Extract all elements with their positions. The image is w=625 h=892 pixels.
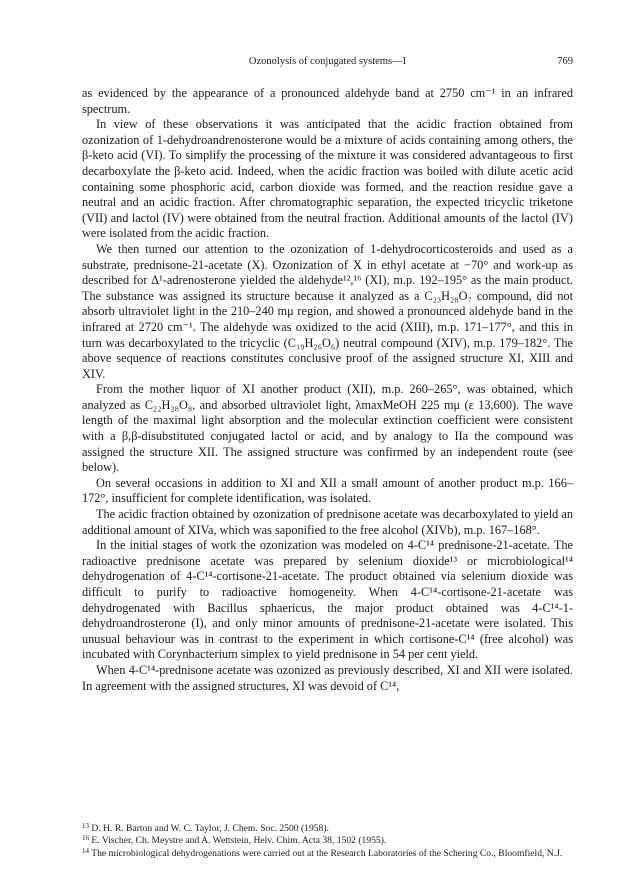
footnote-number: 14 [82,846,89,855]
footnote [82,823,573,835]
footnote-number: 16 [82,834,89,843]
page-header [82,56,573,72]
body-text [82,86,573,694]
paragraph-3: We then turned our attention to the ozonization of 1-dehydrocorticosteroids and used as a substrate, prednisone-21-acetate (X). Ozonization of X in ethyl acetate at −70° and work-up as described for Δ¹-adrenosterone yielded the aldehyde¹²,¹⁶ (XI), m.p. 192–195° as the main product. The substance was assigned its structure because it analyzed as a C₂₃H₂₈O₇ compound, did not absorb ultraviolet light in the 210–240 mμ region, and showed a pronounced aldehyde band in the infrared at 2720 cm⁻¹. The aldehyde was oxidized to the acid (XIII), m.p. 171–177°, and this in turn was decarboxylated to the tricyclic (C₁₉H₂₆O₆) neutral compound (XIV), m.p. 179–182°. The above sequence of reactions constitutes conclusive proof of the assigned structure XI, XIII and XIV. [82,241,573,381]
page-number: 769 [557,56,573,67]
running-head: Ozonolysis of conjugated systems—I [248,56,407,67]
paragraph-8: When 4-C¹⁴-prednisone acetate was ozonized as previously described, XI and XII were isolated. In agreement with the assigned structures, XI was devoid of C¹⁴, [82,662,573,693]
footnote [82,835,573,847]
footnote-text: The microbiological dehydrogenations were carried out at the Research Laboratories of the Schering Co., Bloomfield, N.J. [91,847,563,859]
paragraph-5: On several occasions in addition to XI and XII a small amount of another product m.p. 166–172°, insufficient for complete identification, was isolated. [82,475,573,506]
footnote-text: E. Vischer, Ch. Meystre and A. Wettstein, Helv. Chim. Acta 38, 1502 (1955). [91,835,387,847]
footnote-number: 13 [82,822,89,830]
footnote [82,848,573,860]
paragraph-4: From the mother liquor of XI another product (XII), m.p. 260–265°, was obtained, which analyzed as C₂₂H₂₈O₈, and absorbed ultraviolet light, λmaxMeOH 225 mμ (ε 13,600). The wave length of the maximal light absorption and the molecular extinction coefficient were consistent with a β,β-disubstituted conjugated lactol or acid, and by analogy to IIa the compound was assigned the structure XII. The assigned structure was confirmed by an independent route (see below). [82,382,573,475]
paragraph-6: The acidic fraction obtained by ozonization of prednisone acetate was decarboxylated to yield an additional amount of XIVa, which was saponified to the free alcohol (XIVb), m.p. 167–168°. [82,507,573,537]
footnote-text: D. H. R. Barton and W. C. Taylor, J. Chem. Soc. 2500 (1958). [91,823,329,834]
paragraph-1: as evidenced by the appearance of a pronounced aldehyde band at 2750 cm⁻¹ in an infrared spectrum. [82,86,573,116]
paragraph-2: In view of these observations it was anticipated that the acidic fraction obtained from ozonization of 1-dehydroandrenosterone would be a mixture of acids containing among others, the β-keto acid (VI). To simplify the processing of the mixture it was considered advantageous to first decarboxylate the β-keto acid. Indeed, when the acidic fraction was boiled with dilute acetic acid containing some phosphoric acid, carbon dioxide was formed, and the reaction residue gave a neutral and an acidic fraction. After chromatographic separation, the expected tricyclic triketone (VII) and lactol (IV) were obtained from the neutral fraction. Additional amounts of the lactol (IV) were isolated from the acidic fraction. [82,117,573,241]
paragraph-7: In the initial stages of work the ozonization was modeled on 4-C¹⁴ prednisone-21-acetate. The radioactive prednisone acetate was prepared by selenium dioxide¹³ or microbiological¹⁴ dehydrogenation of 4-C¹⁴-cortisone-21-acetate. The product obtained via selenium dioxide was difficult to purify to radioactive homogeneity. When 4-C¹⁴-cortisone-21-acetate was dehydrogenated with Bacillus sphaericus, the major product obtained was 4-C¹⁴-1-dehydroandrosterone (I), and only minor amounts of prednisone-21-acetate were isolated. This unusual behaviour was in contrast to the experiment in which cortisone-C¹⁴ (free alcohol) was incubated with Corynbacterium simplex to yield prednisone in 54 per cent yield. [82,538,573,662]
footnotes [82,823,573,860]
